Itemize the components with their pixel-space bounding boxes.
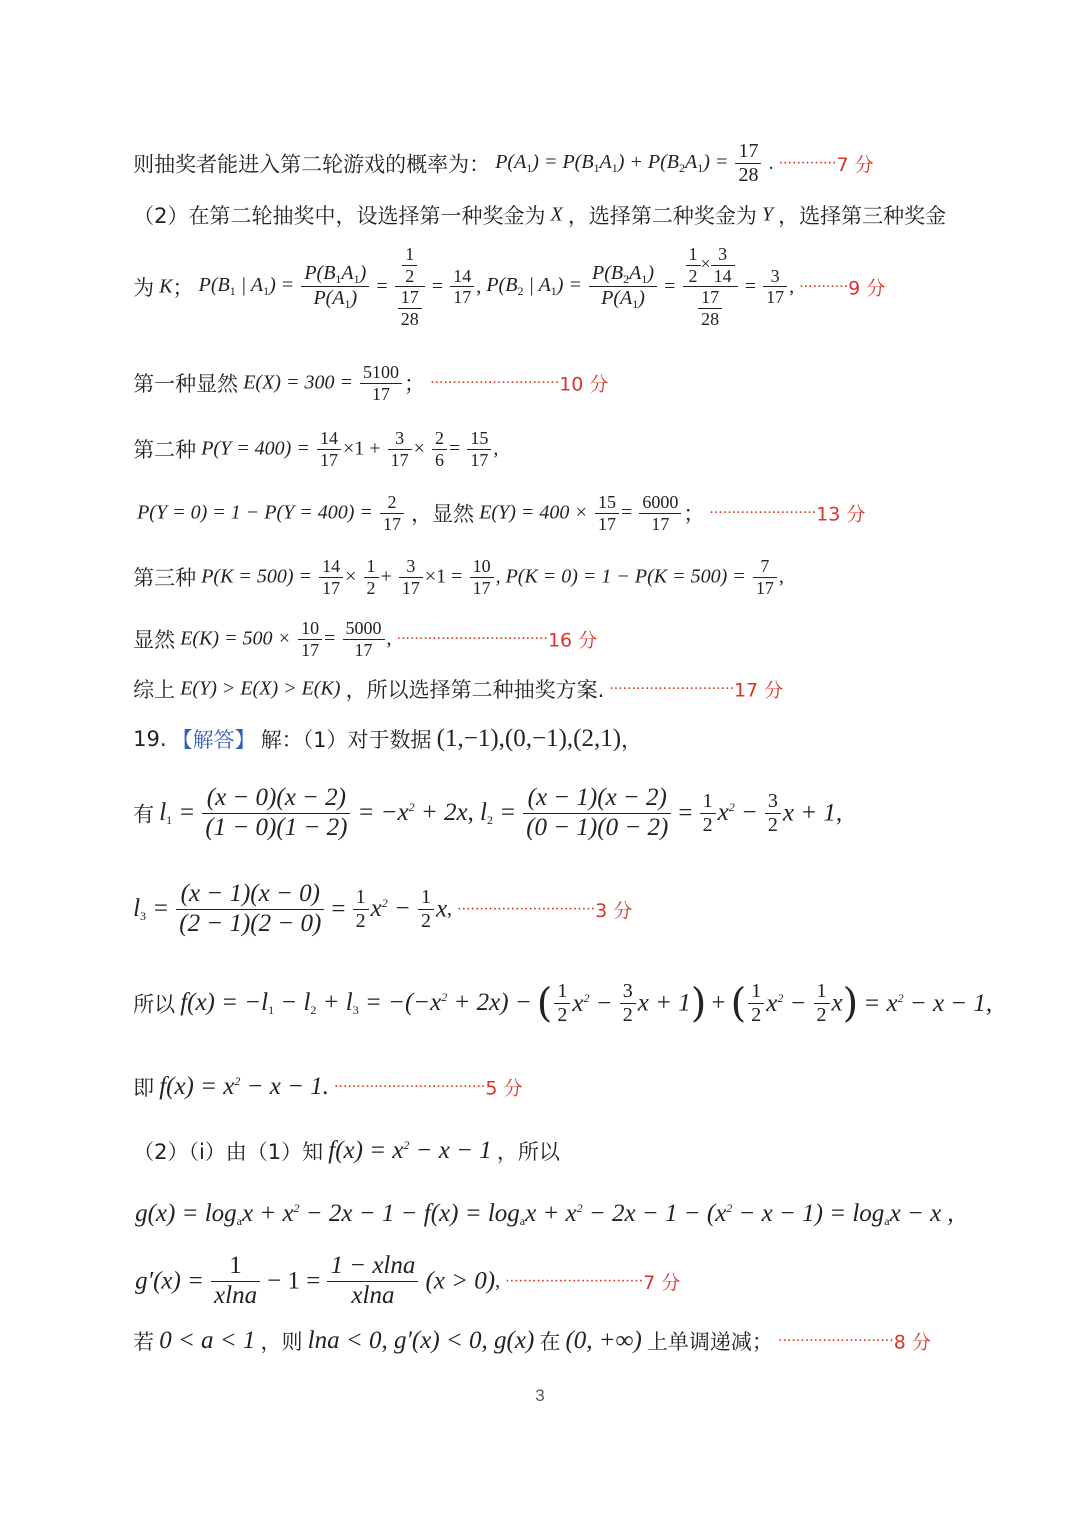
text-line-2: （2）在第二轮抽奖中，设选择第一种奖金为 <box>133 204 546 228</box>
text-line-14: 即 <box>133 1076 155 1100</box>
score-16: 16 分 <box>547 629 598 652</box>
text-line-3: 为 <box>133 275 155 300</box>
score-10: 10 分 <box>559 373 609 396</box>
line-2: （2）在第二轮抽奖中，设选择第一种奖金为 X ，选择第二种奖金为 Y ，选择第三种奖金 <box>133 203 947 228</box>
text-line-7: 第三种 <box>133 566 197 591</box>
page-number: 3 <box>535 1386 545 1405</box>
fraction-17-28: $\frac{17}{28}$ <box>735 140 761 187</box>
line-13: 所以 $f(x) = -l_1 - l_2 + l_3 = -(-x^2 + 2x)$ − ( $\frac{1}{2}$ $x^2$ − $\frac{3}{2}$ x + 1) + ( $\frac{1}{2}$ $x^2$ − $\frac{1}{2}$ $x) = x^2 - x - 1$, <box>133 980 993 1027</box>
question-number: 19. <box>133 727 167 751</box>
line-17: g′(x) = $\frac{1}{xlna}$ − 1 = $\frac{1 - xlna}{xlna}$ (x > 0), ·······························7 分 <box>135 1252 681 1309</box>
score-9: 9 分 <box>848 277 886 300</box>
line-1: 则抽奖者能进入第二轮游戏的概率为： $P(A_1) = P(B_1A_1) + P(B_2A_1)$ = $\frac{17}{28}$ . ·············7 分 <box>133 140 874 186</box>
score-13: 13 分 <box>816 503 866 526</box>
text-line-18: 若 <box>133 1330 155 1354</box>
text-line-11: 有 <box>133 802 155 827</box>
text-line-18b: ，则 <box>260 1330 303 1354</box>
formula-p-a1: $P(A_1) = P(B_1A_1) + P(B_2A_1)$ = <box>495 151 729 175</box>
score-3: 3 分 <box>595 899 633 922</box>
line-9: 综上 E(Y) > E(X) > E(K) ，所以选择第二种抽奖方案. ····························17 分 <box>133 677 784 702</box>
line-11: 有 $l_1$ = $\frac{(x - 0)(x - 2)}{(1 - 0)(1 - 2)}$ = $-x^2 + 2x$, $l_2$ = $\frac{(x - 1)(x - 2)}{(0 - 1)(0 - 2)}$ = $\frac{1}{2}$ $x^2$ − $\frac{3}{2}$ x + 1, <box>133 784 843 841</box>
text-line-18d: 上单调递减； <box>646 1330 773 1354</box>
score-7b: 7 分 <box>643 1271 681 1294</box>
line-18: 若 0 < a < 1 ，则 lna < 0, g′(x) < 0, g(x) 在 (0, +∞) 上单调递减； ··························8 分 <box>133 1327 931 1354</box>
line-16: $g(x) = \log_ax + x^2 - 2x - 1 - f(x) = \log_ax + x^2 - 2x - 1 - (x^2 - x - 1) = \log_ax - x$ , <box>135 1200 954 1228</box>
score-17: 17 分 <box>733 679 784 702</box>
line-14: 即 $f(x) = x^2 - x - 1$. ··································5 分 <box>133 1073 523 1100</box>
text-line-8: 显然 <box>133 628 176 653</box>
text-line-10: 解：（1）对于数据 <box>260 728 432 752</box>
text-line-13: 所以 <box>133 992 176 1017</box>
text-line-4: 第一种显然 <box>133 372 239 397</box>
text-line-5: 第二种 <box>133 438 197 463</box>
text-line-18c: 在 <box>539 1330 561 1354</box>
text-line-2c: ，选择第三种奖金 <box>778 204 947 228</box>
line-7: 第三种 P(K = 500) = $\frac{14}{17}$ × $\frac{1}{2}$ + $\frac{3}{17}$ ×1 = $\frac{10}{17}$ , P(K = 0) = 1 − P(K = 500) = $\frac{7}{17}$ , <box>133 556 784 598</box>
line-6: P(Y = 0) = 1 − P(Y = 400) = $\frac{2}{17}$ ，显然 E(Y) = 400 × $\frac{15}{17}$ = $\frac{6000}{17}$ ； ························13 分 <box>137 492 866 534</box>
line-15: （2）（i）由（1）知 $f(x) = x^2 - x - 1$ ，所以 <box>133 1137 560 1164</box>
answer-tag: 【解答】 <box>171 728 256 752</box>
text-line-1: 则抽奖者能进入第二轮游戏的概率为： <box>133 152 491 177</box>
score-8: 8 分 <box>893 1331 931 1354</box>
text-line-15b: ，所以 <box>496 1140 560 1164</box>
line-8: 显然 E(K) = 500 × $\frac{10}{17}$ = $\frac{5000}{17}$ , ··································16 分 <box>133 618 598 660</box>
text-line-2b: ，选择第二种奖金为 <box>567 204 757 228</box>
text-line-15: （2）（i）由（1）知 <box>133 1140 324 1164</box>
line-10: 19. 【解答】 解：（1）对于数据 (1,−1),(0,−1),(2,1)， <box>133 725 643 752</box>
score-5: 5 分 <box>485 1077 523 1100</box>
score-7: 7 分 <box>836 154 874 176</box>
line-5: 第二种 P(Y = 400) = $\frac{14}{17}$ ×1 + $\frac{3}{17}$ × $\frac{2}{6}$ = $\frac{15}{17}$ , <box>133 428 499 470</box>
line-4: 第一种显然 E(X) = 300 = $\frac{5100}{17}$ ； ·····························10 分 <box>133 362 609 404</box>
text-line-9b: ，所以选择第二种抽奖方案. <box>345 678 605 702</box>
line-3: 为 K； $P(B_1$ | $A_1$) = $\frac{P(B_1A_1)}{P(A_1)}$ = $\frac{\frac{1}{2}}{\frac{17}{28}}$ = $\frac{14}{17}$ , $P(B_2$ | $A_1$) = $\frac{P(B_2A_1)}{P(A_1)}$ = $\frac{1}{2}$ × $\frac{3}{14}$ $\frac{17}{28}$ = $\frac{3}{17}$ , ···········9 分 <box>133 244 886 330</box>
text-line-9: 综上 <box>133 678 176 702</box>
text-line-6: ，显然 <box>411 502 475 527</box>
line-12: $l_3$ = $\frac{(x - 1)(x - 0)}{(2 - 1)(2 - 0)}$ = $\frac{1}{2}$ $x^2$ − $\frac{1}{2}$ x, ·······························3 分 <box>133 880 633 937</box>
